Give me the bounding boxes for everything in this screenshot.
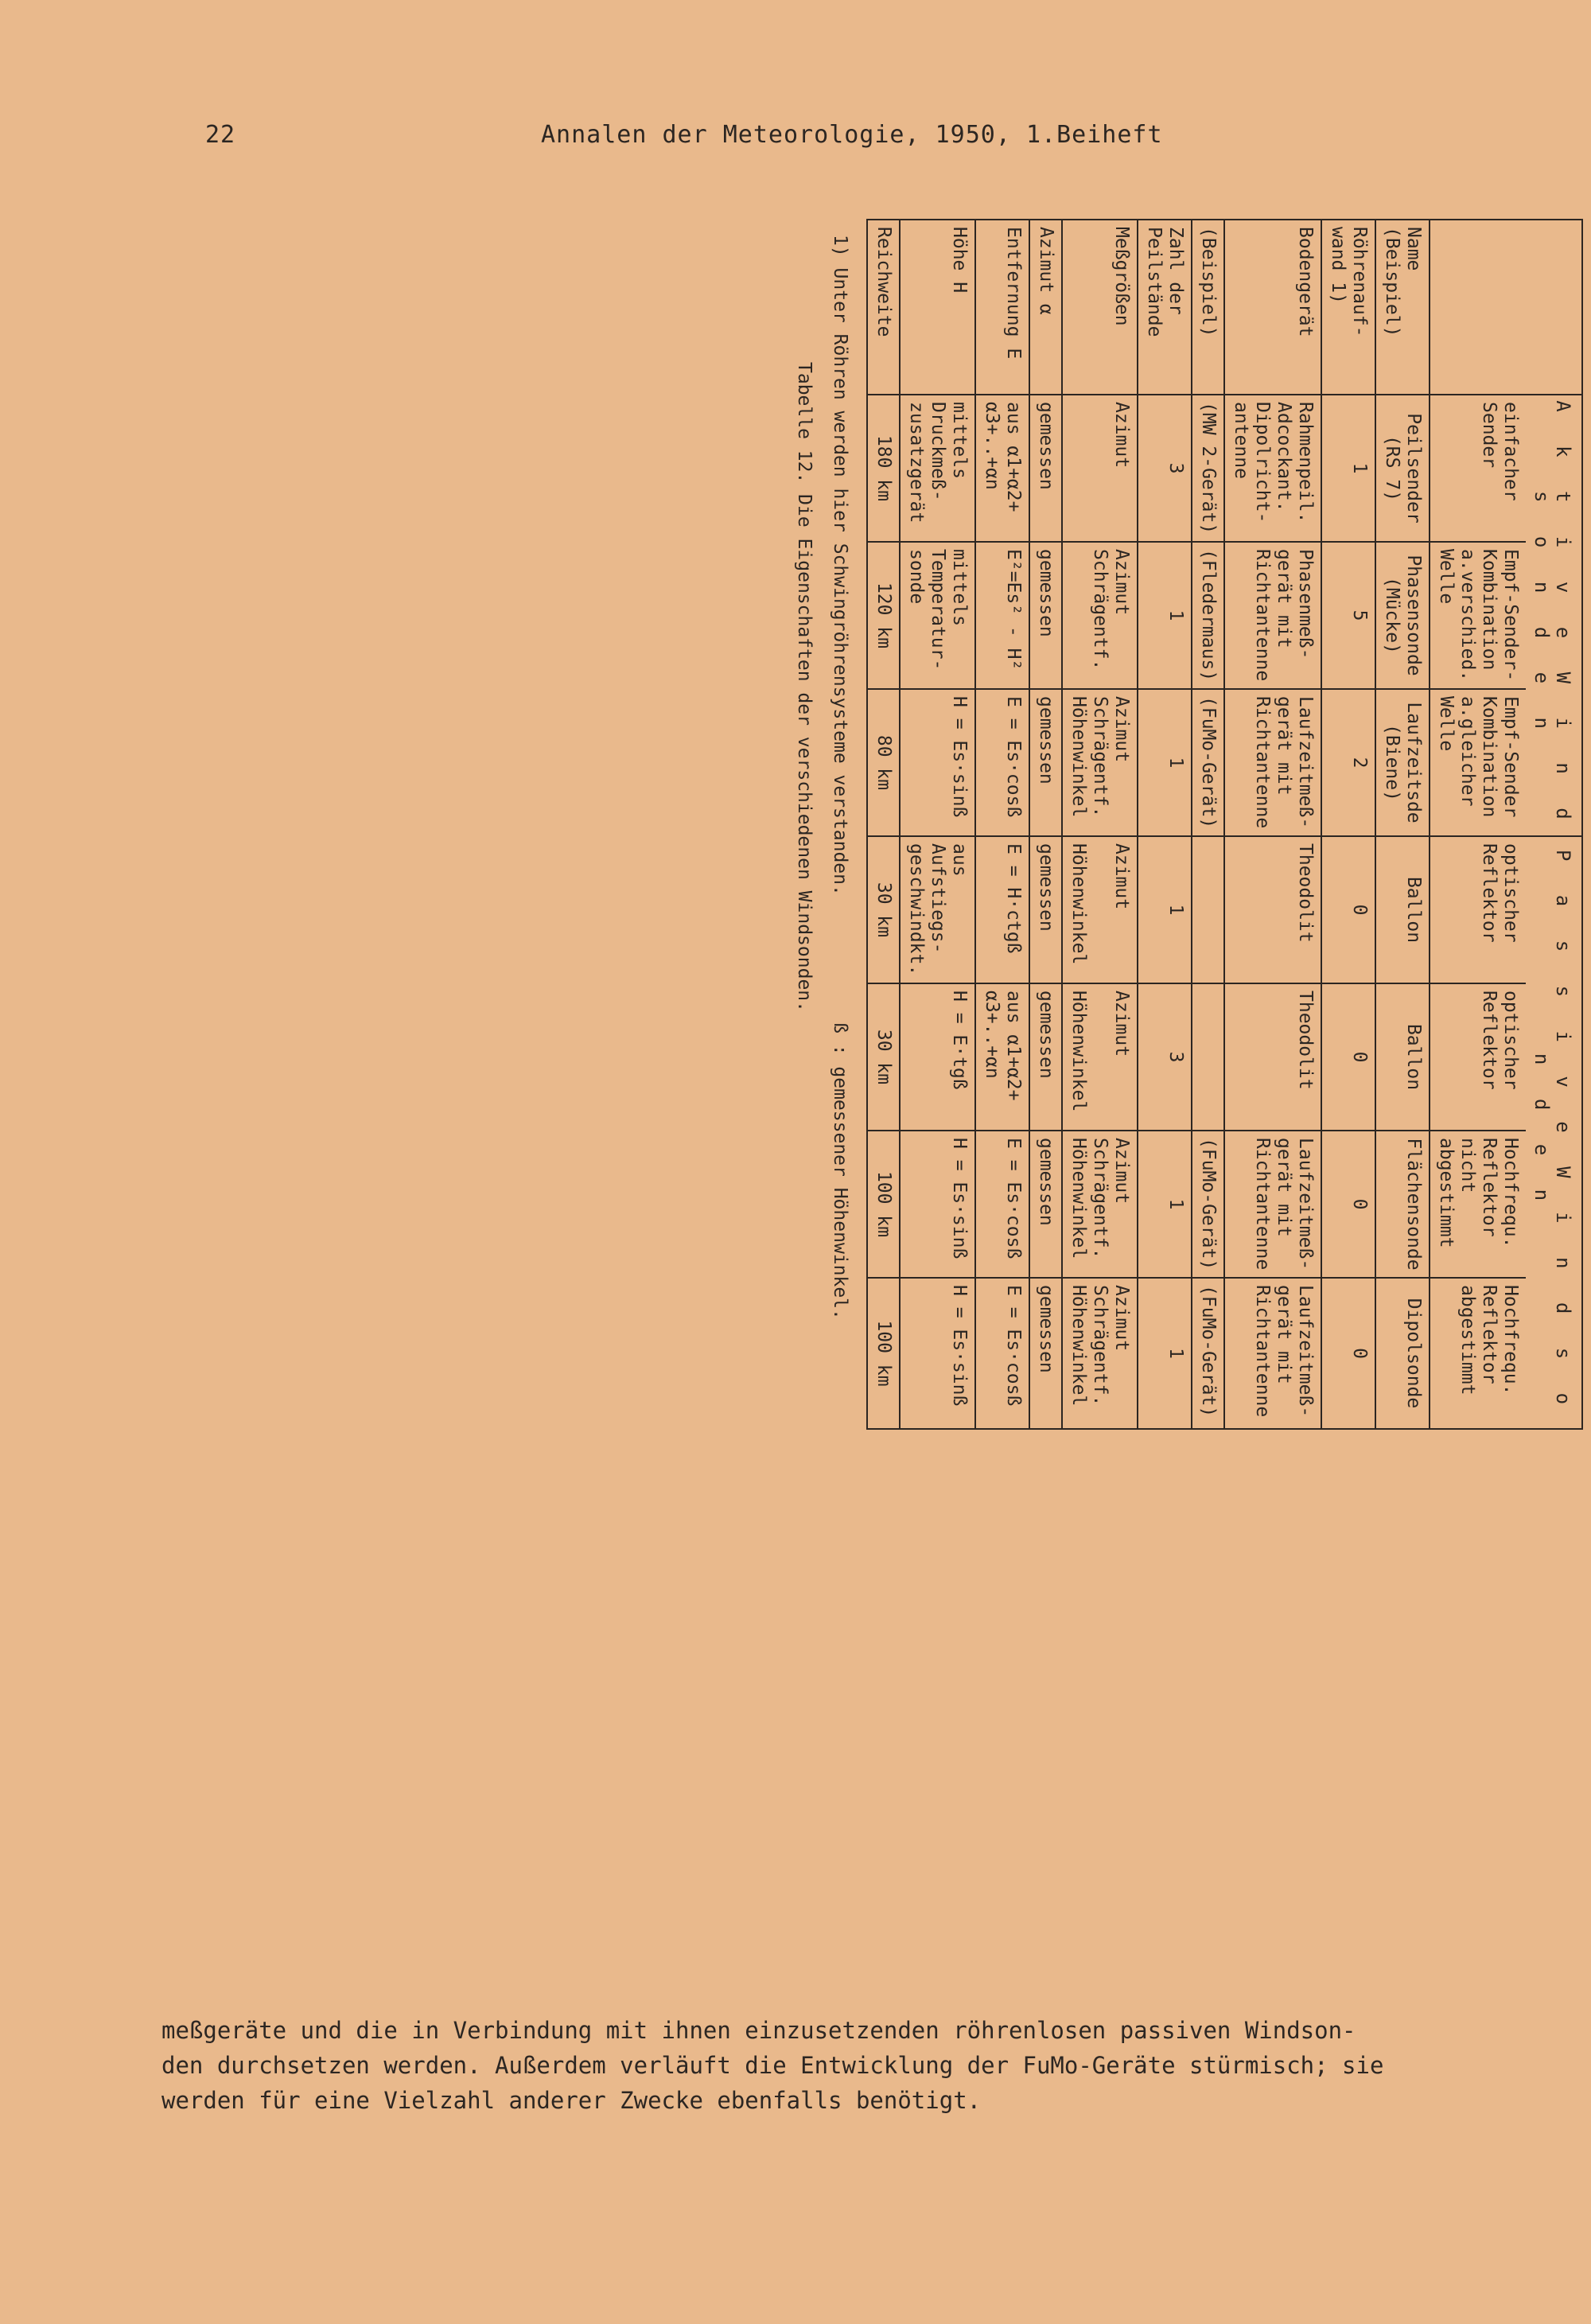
table-cell: Ballon: [1375, 836, 1430, 983]
table-cell: Ballon: [1375, 983, 1430, 1131]
row-label: Azimut α: [1029, 220, 1062, 395]
table-cell: 100 km: [867, 1278, 900, 1429]
type-cell: Hochfrequ. Reflektor abgestimmt: [1430, 1278, 1526, 1429]
group-passive-heading: P a s s i v e W i n d s o n d e n: [1526, 836, 1582, 1429]
table-cell: Peilsender (RS 7): [1375, 395, 1430, 542]
table-cell: Azimut Schrägentf. Höhenwinkel: [1062, 1131, 1138, 1278]
table-cell: 1: [1138, 1278, 1192, 1429]
type-cell: optischer Reflektor: [1430, 836, 1526, 983]
table-cell: gemessen: [1029, 983, 1062, 1131]
table-type-row: [1430, 220, 1526, 1429]
table-corner-cell: [1430, 220, 1582, 395]
table-cell: (FuMo-Gerät): [1192, 1278, 1224, 1429]
table-row: [1224, 220, 1321, 1429]
table-cell: 3: [1138, 983, 1192, 1131]
table-cell: H = Es·sinß: [900, 1278, 975, 1429]
table-cell: 100 km: [867, 1131, 900, 1278]
table-cell: gemessen: [1029, 836, 1062, 983]
table-row: [867, 220, 900, 1429]
row-label: Entfernung E: [975, 220, 1029, 395]
row-label: Meßgrößen: [1062, 220, 1138, 395]
table-cell: (FuMo-Gerät): [1192, 689, 1224, 836]
table-cell: 1: [1321, 395, 1375, 542]
body-line: werden für eine Vielzahl anderer Zwecke ebenfalls benötigt.: [161, 2087, 982, 2114]
windsonden-table: [866, 219, 1583, 1430]
type-cell: Empf-Sender Kombination a.gleicher Welle: [1430, 689, 1526, 836]
table-cell: mittels Temperatur- sonde: [900, 542, 975, 689]
type-cell: optischer Reflektor: [1430, 983, 1526, 1131]
table-cell: E = Es·cosß: [975, 689, 1029, 836]
body-line: meßgeräte und die in Verbindung mit ihnen einzusetzenden röhrenlosen passiven Windson-: [161, 2017, 1356, 2044]
row-label: Röhrenauf- wand 1): [1321, 220, 1375, 395]
table-cell: aus α1+α2+ α3+..+αn: [975, 983, 1029, 1131]
table-cell: 180 km: [867, 395, 900, 542]
type-cell: Hochfrequ. Reflektor nicht abgestimmt: [1430, 1131, 1526, 1278]
table-cell: Azimut Schrägentf. Höhenwinkel: [1062, 689, 1138, 836]
running-head: Annalen der Meteorologie, 1950, 1.Beiheft: [541, 121, 1163, 149]
row-label: Reichweite: [867, 220, 900, 395]
table-row: [1375, 220, 1430, 1429]
table-cell: 80 km: [867, 689, 900, 836]
table-cell: Theodolit: [1224, 983, 1321, 1131]
beta-note: ß : gemessener Höhenwinkel.: [830, 1022, 850, 1320]
table-cell: E = Es·cosß: [975, 1131, 1029, 1278]
table-cell: H = Es·sinß: [900, 689, 975, 836]
row-label: Bodengerät: [1224, 220, 1321, 395]
table-cell: Laufzeitmeß- gerät mit Richtantenne: [1224, 1131, 1321, 1278]
table-row: [900, 220, 975, 1429]
row-label: (Beispiel): [1192, 220, 1224, 395]
table-cell: E²=Es² - H²: [975, 542, 1029, 689]
table-footnote: 1) Unter Röhren werden hier Schwingröhrensysteme verstanden.: [830, 235, 850, 896]
table-row: [1138, 220, 1192, 1429]
table-cell: Flächensonde: [1375, 1131, 1430, 1278]
table-cell: 1: [1138, 836, 1192, 983]
table-cell: 0: [1321, 836, 1375, 983]
table-cell: aus α1+α2+ α3+..+αn: [975, 395, 1029, 542]
table-cell: aus Aufstiegs- geschwindkt.: [900, 836, 975, 983]
table-cell: Azimut Schrägentf.: [1062, 542, 1138, 689]
rotated-table-block: [772, 219, 1583, 1428]
table-cell: 0: [1321, 983, 1375, 1131]
table-cell: H = E·tgß: [900, 983, 975, 1131]
table-cell: gemessen: [1029, 542, 1062, 689]
table-cell: mittels Druckmeß- zusatzgerät: [900, 395, 975, 542]
table-cell: (FuMo-Gerät): [1192, 1131, 1224, 1278]
table-cell: (MW 2-Gerät): [1192, 395, 1224, 542]
table-cell: 120 km: [867, 542, 900, 689]
table-cell: [1192, 983, 1224, 1131]
table-cell: Laufzeitsde (Biene): [1375, 689, 1430, 836]
table-group-header-row: [1526, 220, 1582, 1429]
table-cell: [1192, 836, 1224, 983]
table-cell: (Fledermaus): [1192, 542, 1224, 689]
table-cell: gemessen: [1029, 689, 1062, 836]
type-cell: einfacher Sender: [1430, 395, 1526, 542]
group-active-heading: A k t i v e W i n d s o n d e n: [1526, 395, 1582, 836]
table-row: [975, 220, 1029, 1429]
table-cell: 1: [1138, 1131, 1192, 1278]
table-cell: 1: [1138, 542, 1192, 689]
table-cell: gemessen: [1029, 1131, 1062, 1278]
type-cell: Empf-Sender- Kombination a.verschied. Welle: [1430, 542, 1526, 689]
row-label: Höhe H: [900, 220, 975, 395]
table-row: [1192, 220, 1224, 1429]
table-cell: Dipolsonde: [1375, 1278, 1430, 1429]
table-row: [1029, 220, 1062, 1429]
table-cell: Azimut: [1062, 395, 1138, 542]
table-cell: Azimut Höhenwinkel: [1062, 836, 1138, 983]
table-cell: E = Es·cosß: [975, 1278, 1029, 1429]
row-label: Zahl der Peilstände: [1138, 220, 1192, 395]
table-cell: Theodolit: [1224, 836, 1321, 983]
table-cell: Azimut Höhenwinkel: [1062, 983, 1138, 1131]
table-cell: 0: [1321, 1278, 1375, 1429]
table-cell: 30 km: [867, 983, 900, 1131]
table-cell: 2: [1321, 689, 1375, 836]
table-cell: 5: [1321, 542, 1375, 689]
body-line: den durchsetzen werden. Außerdem verläuft die Entwicklung der FuMo-Geräte stürmisch; sie: [161, 2052, 1384, 2079]
table-cell: Laufzeitmeß- gerät mit Richtantenne: [1224, 689, 1321, 836]
table-caption: Tabelle 12. Die Eigenschaften der verschiedenen Windsonden.: [794, 362, 815, 1012]
table-row: [1062, 220, 1138, 1429]
body-paragraph: [161, 2013, 1562, 2118]
table-cell: Azimut Schrägentf. Höhenwinkel: [1062, 1278, 1138, 1429]
row-label: Name (Beispiel): [1375, 220, 1430, 395]
table-cell: Laufzeitmeß- gerät mit Richtantenne: [1224, 1278, 1321, 1429]
table-cell: 0: [1321, 1131, 1375, 1278]
table-cell: 30 km: [867, 836, 900, 983]
table-cell: H = Es·sinß: [900, 1131, 975, 1278]
table-cell: 1: [1138, 689, 1192, 836]
table-cell: gemessen: [1029, 1278, 1062, 1429]
table-row: [1321, 220, 1375, 1429]
table-cell: gemessen: [1029, 395, 1062, 542]
table-cell: Phasenmeß- gerät mit Richtantenne: [1224, 542, 1321, 689]
table-cell: E = H·ctgß: [975, 836, 1029, 983]
table-cell: Phasensonde (Mücke): [1375, 542, 1430, 689]
page-number: 22: [205, 121, 236, 149]
table-cell: Rahmenpeil. Adcockant. Dipolricht- antenne: [1224, 395, 1321, 542]
table-cell: 3: [1138, 395, 1192, 542]
